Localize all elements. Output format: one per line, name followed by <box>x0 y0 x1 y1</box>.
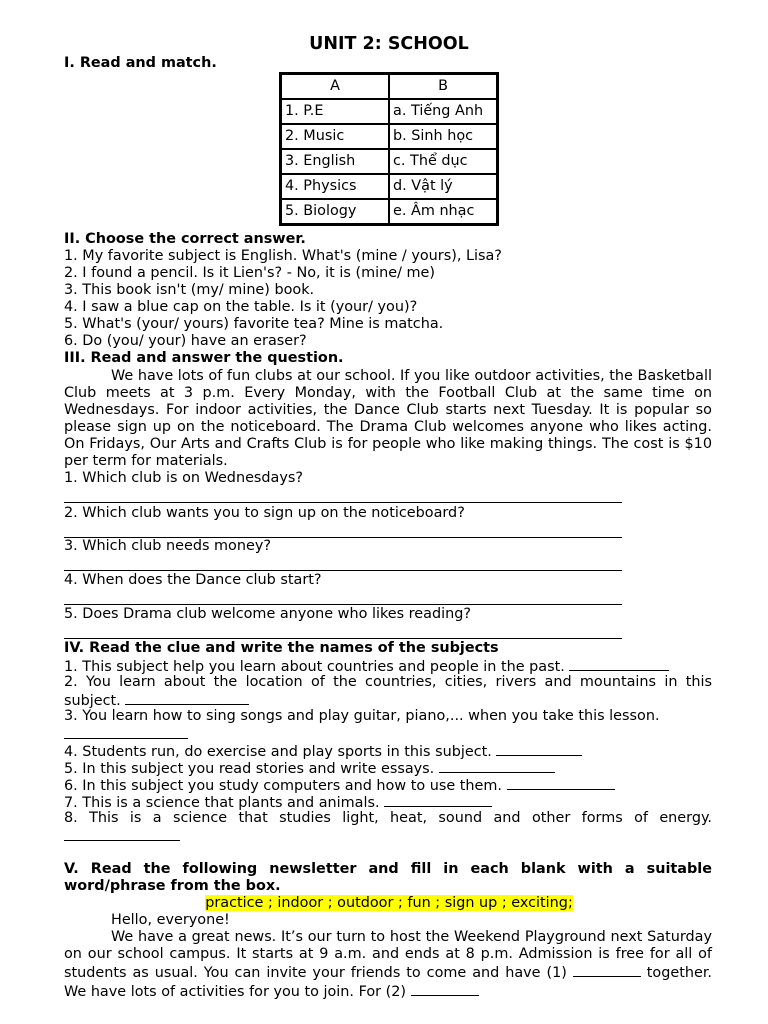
answer-line[interactable] <box>64 604 622 605</box>
list-item: 6. Do (you/ your) have an eraser? <box>64 333 307 349</box>
column-b-header: B <box>389 74 497 99</box>
column-a-header: A <box>281 74 389 99</box>
table-row <box>281 199 497 224</box>
answer-blank[interactable] <box>496 742 582 756</box>
list-item: 2. I found a pencil. Is it Lien's? - No, it is (mine/ me) <box>64 265 435 281</box>
answer-blank[interactable] <box>64 725 188 739</box>
table-row <box>281 174 497 199</box>
newsletter-text: We have a great news. It’s our turn to host the Weekend Playground next Saturday on our school campus. It starts at 9 a.m. and ends at 8 p.m. Admission is free for all of students as usual. You can invite your friends to come and have (1) <box>64 929 712 981</box>
word-box <box>0 895 768 912</box>
table-row <box>281 149 497 174</box>
question: 3. Which club needs money? <box>64 538 271 554</box>
match-table <box>279 72 499 226</box>
blank-2[interactable] <box>411 982 479 996</box>
list-item: 4. I saw a blue cap on the table. Is it (your/ you)? <box>64 299 418 315</box>
clue-text: 5. In this subject you read stories and write essays. <box>64 761 435 777</box>
clue-item <box>64 810 712 846</box>
section-3-heading: III. Read and answer the question. <box>64 350 344 366</box>
list-item: 5. What's (your/ yours) favorite tea? Mine is matcha. <box>64 316 444 332</box>
question: 5. Does Drama club welcome anyone who likes reading? <box>64 606 471 622</box>
answer-blank[interactable] <box>384 793 492 807</box>
answer-line[interactable] <box>64 502 622 503</box>
word-box-text: practice ; indoor ; outdoor ; fun ; sign up ; exciting; <box>205 895 573 911</box>
list-item: 3. This book isn't (my/ mine) book. <box>64 282 315 298</box>
question: 1. Which club is on Wednesdays? <box>64 470 304 486</box>
answer-blank[interactable] <box>569 657 669 671</box>
cell-b: a. Tiếng Anh <box>389 99 497 124</box>
clue-text: 8. This is a science that studies light, heat, sound and other forms of energy. <box>64 810 712 826</box>
list-item: 1. My favorite subject is English. What's (mine / yours), Lisa? <box>64 248 502 264</box>
table-row <box>281 124 497 149</box>
question: 4. When does the Dance club start? <box>64 572 322 588</box>
newsletter-paragraph <box>64 929 712 1001</box>
question: 2. Which club wants you to sign up on the noticeboard? <box>64 505 465 521</box>
section-1-heading: I. Read and match. <box>64 55 217 71</box>
clue-item <box>64 708 712 744</box>
cell-a: 5. Biology <box>281 199 389 224</box>
clue-text: 7. This is a science that plants and animals. <box>64 795 380 811</box>
cell-b: e. Âm nhạc <box>389 199 497 224</box>
answer-line[interactable] <box>64 570 622 571</box>
cell-b: c. Thể dục <box>389 149 497 174</box>
clue-text: 3. You learn how to sing songs and play guitar, piano,... when you take this lesson. <box>64 708 660 724</box>
section-5-heading: V. Read the following newsletter and fill in each blank with a suitable word/phrase from the box. <box>64 861 712 894</box>
clue-text: 2. You learn about the location of the countries, cities, rivers and mountains in this subject. <box>64 674 712 709</box>
clue-item <box>64 674 712 710</box>
section-2-heading: II. Choose the correct answer. <box>64 231 306 247</box>
answer-line[interactable] <box>64 638 622 639</box>
clue-text: 6. In this subject you study computers and how to use them. <box>64 778 502 794</box>
answer-blank[interactable] <box>507 776 615 790</box>
reading-passage: We have lots of fun clubs at our school. If you like outdoor activities, the Basketball Club meets at 3 p.m. Every Monday, with the Football Club at the same time on Wednesdays. For indoor activities, the Dance Club starts next Tuesday. It is popular so please sign up on the noticeboard. The Drama Club welcomes anyone who likes acting. On Fridays, Our Arts and Crafts Club is for people who like making things. The cost is $10 per term for materials. <box>64 368 712 469</box>
page-title: UNIT 2: SCHOOL <box>309 34 469 54</box>
newsletter-greeting: Hello, everyone! <box>111 912 230 928</box>
section-4-heading: IV. Read the clue and write the names of the subjects <box>64 640 499 656</box>
answer-blank[interactable] <box>439 759 555 773</box>
cell-a: 4. Physics <box>281 174 389 199</box>
cell-a: 2. Music <box>281 124 389 149</box>
blank-1[interactable] <box>573 963 641 977</box>
answer-blank[interactable] <box>125 691 249 705</box>
cell-a: 3. English <box>281 149 389 174</box>
table-header-row <box>281 74 497 99</box>
table-row <box>281 99 497 124</box>
newsletter-text: together. We have lots of activities for you to join. For (2) <box>64 965 712 1000</box>
cell-b: d. Vật lý <box>389 174 497 199</box>
clue-text: 1. This subject help you learn about countries and people in the past. <box>64 659 565 675</box>
clue-text: 4. Students run, do exercise and play sports in this subject. <box>64 744 492 760</box>
cell-b: b. Sinh học <box>389 124 497 149</box>
cell-a: 1. P.E <box>281 99 389 124</box>
answer-blank[interactable] <box>64 827 180 841</box>
